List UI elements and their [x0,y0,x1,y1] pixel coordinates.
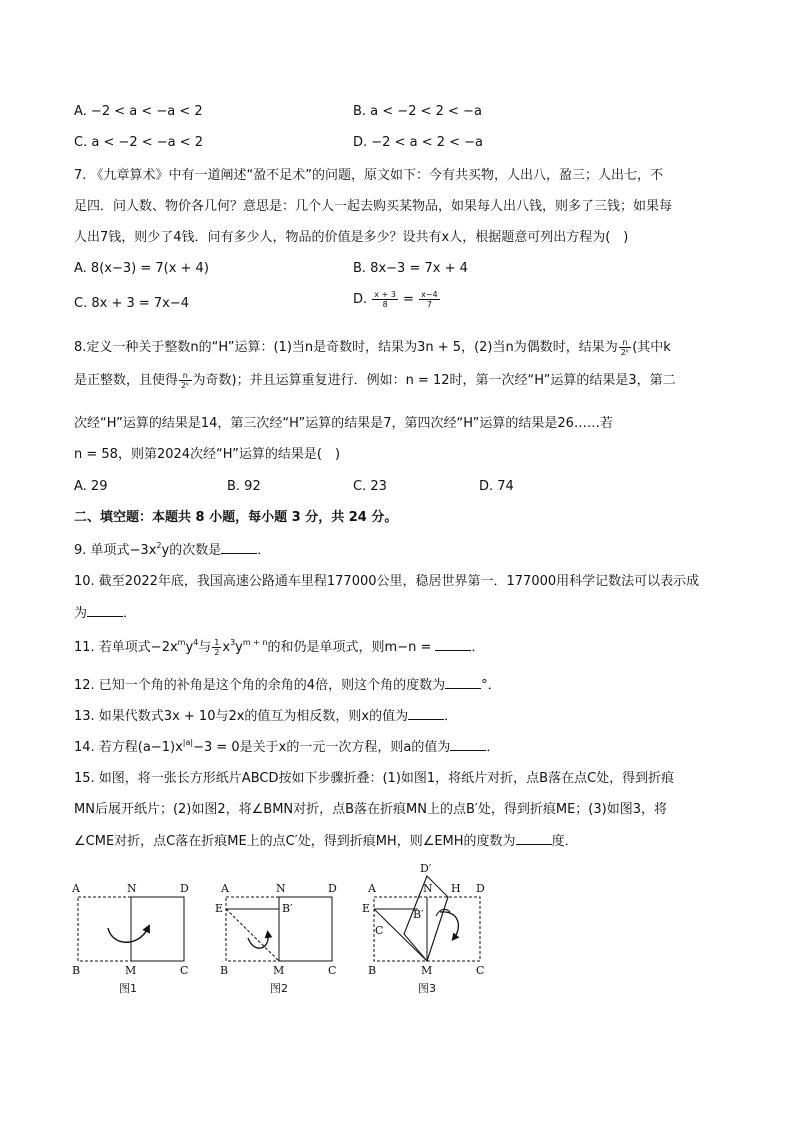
q13-question [74,707,457,726]
q14-question [74,738,499,757]
q14-end: ． [486,740,500,755]
answer-blank[interactable] [221,541,257,554]
fold-arrow [108,928,148,942]
q13-text: 13. 如果代数式3x + 10与2x的值互为相反数，则x的值为 [74,709,409,724]
q8-line2-tail: 为奇数)；并且运算重复进行．例如：n = 12时，第一次经“H”运算的结果是3，第二 [192,373,676,388]
q8-stem-line2 [74,371,676,390]
q11-fraction [212,638,221,657]
exponent: 4 [193,638,199,647]
q8-fraction-1 [619,338,632,357]
variable: y [235,640,243,655]
q15-stem-line3 [74,832,578,851]
q9-end: ． [257,543,271,558]
label-B-prime: B′ [282,902,293,915]
q7-option-d-fraction-right [419,290,440,309]
q7-stem-line2: 足四．问人数、物价各几何？意思是：几个人一起去购买某物品，如果每人出八钱，则多了三钱；如果每 [74,199,673,214]
equals-sign: = [398,292,419,307]
figure-3-caption: 图3 [418,982,436,995]
label-N: N [127,882,137,895]
q11-end: ． [471,640,485,655]
q8-option-a: A. 29 [74,479,108,494]
q6-option-d: D. −2 < a < 2 < −a [353,135,484,150]
q8-option-c: C. 23 [353,479,387,494]
answer-blank[interactable] [408,707,444,720]
answer-blank[interactable] [435,638,471,651]
fraction-numerator: x−4 [421,290,438,299]
paper-left-half-dashed [78,897,131,961]
q8-line2-text: 是正整数，且使得 [74,373,179,388]
figure-1-caption: 图1 [119,982,137,995]
q8-line1-text: 8.定义一种关于整数n的“H”运算：(1)当n是奇数时，结果为3n + 5，(2)当n为偶数时，结果为 [74,340,618,355]
label-M: M [273,964,285,977]
label-C-prime: C [375,924,384,937]
q7-option-d [353,290,441,309]
exponent: 3 [230,638,236,647]
label-E: E [362,902,371,915]
label-C: C [328,964,337,977]
figure-2-caption: 图2 [270,982,288,995]
answer-blank[interactable] [450,738,486,751]
figure-3 [362,862,485,995]
q8-option-d: D. 74 [479,479,514,494]
q8-option-b: B. 92 [227,479,261,494]
q9-question [74,541,270,560]
fold-figures [0,856,794,1006]
answer-blank[interactable] [516,832,552,845]
label-E: E [215,902,224,915]
connector: 与 [198,640,212,655]
q12-end: °． [481,678,501,693]
label-M: M [421,964,433,977]
q7-option-c: C. 8x + 3 = 7x−4 [74,296,190,311]
label-B: B [220,964,229,977]
q7-stem-line3: 人出7钱，则少了4钱．问有多少人，物品的价值是多少？设共有x人，根据题意可列出方程为( ) [74,230,629,245]
label-C: C [476,964,485,977]
fraction-numerator: n [619,338,632,348]
label-D-prime: D′ [420,862,432,875]
q11-text-tail: 的和仍是单项式，则m−n = [267,640,436,655]
fraction-numerator: x + 3 [374,290,396,299]
q10-line2-pre: 为 [74,606,88,621]
label-N: N [423,882,433,895]
label-N: N [276,882,286,895]
fraction-numerator: 1 [214,638,220,647]
q10-stem-line2 [74,604,136,623]
figure-1 [71,882,189,995]
q7-option-a: A. 8(x−3) = 7(x + 4) [74,261,209,276]
label-A: A [221,882,229,895]
q10-stem-line1: 10. 截至2022年底，我国高速公路通车里程177000公里，稳居世界第一．177000用科学记数法可以表示成 [74,574,700,589]
q9-text-tail: y的次数是 [161,543,222,558]
q13-end: ． [444,709,458,724]
figure-2 [215,882,337,995]
label-B: B [368,964,377,977]
q12-question [74,676,501,695]
paper-left-half-dashed [226,897,279,961]
fraction-denominator: 7 [426,300,432,309]
q6-option-a: A. −2 < a < −a < 2 [74,104,203,119]
label-A: A [368,882,376,895]
variable: x [222,640,231,655]
fraction-numerator: n [179,371,192,381]
q7-option-d-prefix: D. [353,292,368,307]
q11-question [74,638,485,657]
crease-ME-dashed [226,909,279,961]
fraction-denominator: 8 [382,300,388,309]
q8-line1-tail: (其中k [632,340,671,355]
q12-text: 12. 已知一个角的补角是这个角的余角的4倍，则这个角的度数为 [74,678,446,693]
q6-option-c: C. a < −2 < −a < 2 [74,135,204,150]
exponent: 2 [156,541,162,550]
answer-blank[interactable] [87,604,123,617]
label-B-prime: B′ [413,908,424,921]
label-A: A [72,882,80,895]
q14-text: 14. 若方程(a−1)x [74,740,183,755]
q7-option-b: B. 8x−3 = 7x + 4 [353,261,468,276]
label-B: B [72,964,81,977]
fraction-denominator: 2ᵏ [620,348,630,357]
q8-fraction-2 [179,371,192,390]
paper-right-half [131,897,184,961]
label-D: D [328,882,337,895]
fraction-denominator: 2ᵏ [181,381,190,390]
fraction-denominator: 2 [214,648,220,657]
q8-stem-line3: 次经“H”运算的结果是14，第三次经“H”运算的结果是7，第四次经“H”运算的结果是26……若 [74,416,613,431]
q14-text-tail: −3 = 0是关于x的一元一次方程，则a的值为 [193,740,451,755]
q15-line3-text: ∠CME对折，点C落在折痕ME上的点C′处，得到折痕MH，则∠EMH的度数为 [74,834,516,849]
section-heading: 二、填空题：本题共 8 小题，每小题 3 分，共 24 分。 [74,510,398,525]
q6-option-b: B. a < −2 < 2 < −a [353,104,482,119]
q8-stem-line4: n = 58，则第2024次经“H”运算的结果是( ) [74,447,341,462]
q8-stem-line1 [74,338,671,357]
label-D: D [180,882,189,895]
fold-arrow [440,912,458,938]
label-C: C [180,964,189,977]
exponent: m + n [242,638,268,647]
q15-end: 度． [551,834,578,849]
q7-stem-line1: 7. 《九章算术》中有一道阐述“盈不足术”的问题，原文如下：今有共买物，人出八，盈三；人出七，不 [74,168,664,183]
q11-text: 11. 若单项式−2x [74,640,178,655]
q7-option-d-fraction-left [372,290,398,309]
label-H: H [451,882,461,895]
variable: y [185,640,194,655]
label-D: D [476,882,485,895]
q15-stem-line2: MN后展开纸片；(2)如图2，将∠BMN对折，点B落在折痕MN上的点B′处，得到折痕ME；(3)如图3，将 [74,802,667,817]
answer-blank[interactable] [445,676,481,689]
q15-stem-line1: 15. 如图，将一张长方形纸片ABCD按如下步骤折叠：(1)如图1，将纸片对折，点B落在点C处，得到折痕 [74,771,675,786]
exponent: |a| [182,738,194,747]
q10-end: ． [123,606,137,621]
exponent: m [177,638,186,647]
q9-text: 9. 单项式−3x [74,543,157,558]
label-M: M [125,964,137,977]
